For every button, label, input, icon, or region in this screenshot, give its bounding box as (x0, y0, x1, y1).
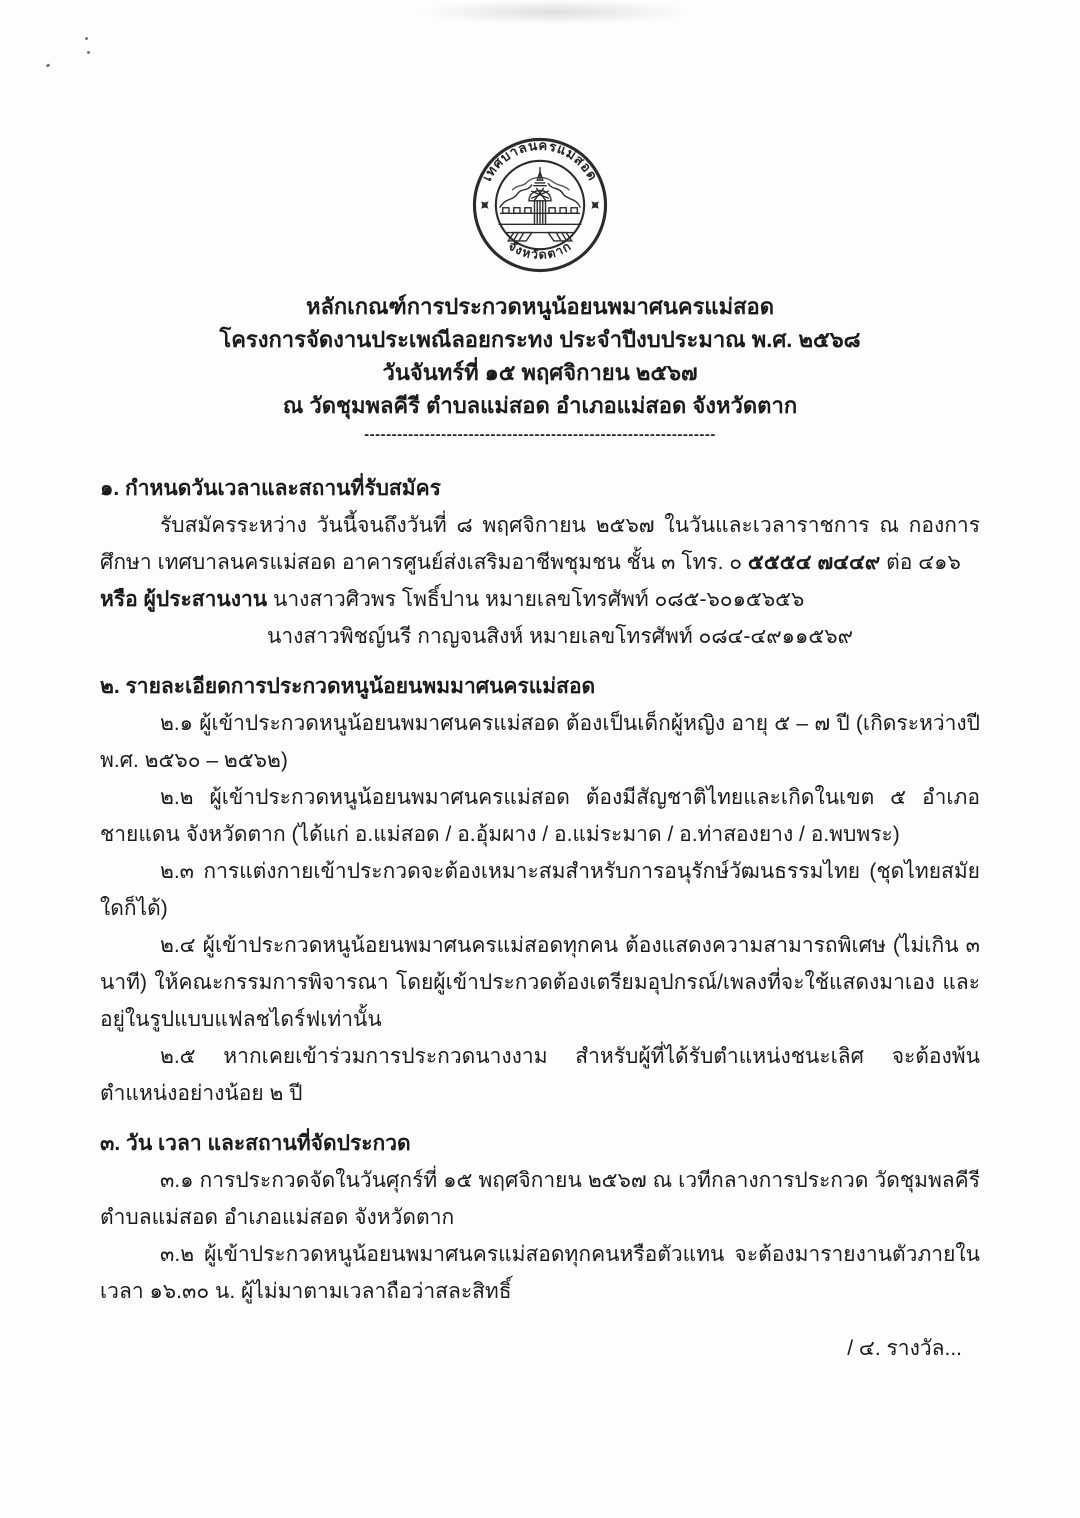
scan-smudge-artifact (420, 0, 690, 24)
scan-speck (87, 51, 90, 54)
text-run: นางสาวศิวพร โพธิ์ปาน หมายเลขโทรศัพท์ ๐๘๕-๖๐๑๕๖๕๖ (267, 588, 805, 611)
title-divider: ---------------------------------------------------------------- (364, 426, 716, 443)
base-piers (506, 233, 575, 241)
municipal-seal-logo (471, 136, 609, 274)
title-line-1: หลักเกณฑ์การประกวดหนูน้อยนพมาศนครแม่สอด (305, 294, 775, 319)
section-3-heading: ๓. วัน เวลา และสถานที่จัดประกวด (100, 1132, 411, 1155)
section-3-paragraph-2: ๓.๒ ผู้เข้าประกวดหนูน้อยนพมาศนครแม่สอดทุกคนหรือตัวแทน จะต้องมารายงานตัวภายในเวลา ๑๖.๓๐ น. ผู้ไม่มาตามเวลาถือว่าสละสิทธิ์ (100, 1243, 980, 1303)
section-3-paragraph-1: ๓.๑ การประกวดจัดในวันศุกร์ที่ ๑๕ พฤศจิกายน ๒๕๖๗ ณ เวทีกลางการประกวด วัดชุมพลคีรี ตำบลแม่สอด อำเภอแม่สอด จังหวัดตาก (100, 1169, 980, 1229)
document-title-block (0, 290, 1080, 446)
page-continuation-note: / ๔. รางวัล... (847, 1337, 962, 1360)
section-2-paragraph-5: ๒.๕ หากเคยเข้าร่วมการประกวดนางงาม สำหรับผู้ที่ได้รับตำแหน่งชนะเลิศ จะต้องพ้นตำแหน่งอย่างน้อย ๒ ปี (100, 1045, 980, 1105)
section-2-paragraph-4: ๒.๔ ผู้เข้าประกวดหนูน้อยนพมาศนครแม่สอดทุกคน ต้องแสดงความสามารถพิเศษ (ไม่เกิน ๓ นาที) ให้คณะกรรมการพิจารณา โดยผู้เข้าประกวดต้องเตรียมอุปกรณ์/เพลงที่จะใช้แสดงมาเอง และอยู่ในรูปแบบแฟลชไดร์ฟเท่านั้น (100, 934, 980, 1031)
chedi-icon (529, 168, 551, 223)
scan-speck (85, 37, 88, 40)
section-1-heading: ๑. กำหนดวันเวลาและสถานที่รับสมัคร (100, 477, 441, 500)
text-run: ต่อ ๔๑๖ (880, 551, 961, 574)
scan-speck (46, 63, 51, 68)
seal-bottom-text: จังหวัดตาก (505, 238, 575, 263)
seal-top-text: เทศบาลนครแม่สอด (479, 137, 601, 184)
section-2-paragraph-3: ๒.๓ การแต่งกายเข้าประกวดจะต้องเหมาะสมสำหรับการอนุรักษ์วัฒนธรรมไทย (ชุดไทยสมัยใดก็ได้) (100, 860, 980, 920)
section-2-heading: ๒. รายละเอียดการประกวดหนูน้อยนพมมาศนครแม่สอด (100, 675, 596, 698)
rosette-icon (587, 197, 603, 213)
section-1-paragraph-3: นางสาวพิชญ์นรี กาญจนสิงห์ หมายเลขโทรศัพท์ ๐๘๔-๔๙๑๑๕๖๙ (267, 625, 853, 648)
section-2-paragraph-2: ๒.๒ ผู้เข้าประกวดหนูน้อยนพมาศนครแม่สอด ต้องมีสัญชาติไทยและเกิดในเขต ๕ อำเภอชายแดน จังหวัดตาก (ได้แก่ อ.แม่สอด / อ.อุ้มผาง / อ.แม่ระมาด / อ.ท่าสองยาง / อ.พบพระ) (100, 786, 980, 846)
document-body (100, 470, 980, 1310)
text-run-bold: ๕๕๕๔ ๗๔๔๙ (747, 551, 881, 574)
rosette-icon (477, 197, 493, 213)
title-line-4: ณ วัดชุมพลคีรี ตำบลแม่สอด อำเภอแม่สอด จังหวัดตาก (282, 393, 798, 418)
svg-text:จังหวัดตาก (506, 239, 575, 262)
title-line-2: โครงการจัดงานประเพณีลอยกระทง ประจำปีงบประมาณ พ.ศ. ๒๕๖๘ (219, 327, 861, 352)
section-1-paragraph-1 (100, 507, 980, 581)
title-line-3: วันจันทร์ที่ ๑๕ พฤศจิกายน ๒๕๖๗ (382, 360, 698, 385)
text-run-bold: หรือ ผู้ประสานงาน (100, 588, 268, 611)
section-1-paragraph-2 (100, 581, 980, 618)
text-run: รับสมัครระหว่าง วันนี้จนถึงวันที่ ๘ พฤศจิกายน ๒๕๖๗ ในวันและเวลาราชการ ณ กองการศึกษา เทศบาลนครแม่สอด อาคารศูนย์ส่งเสริมอาชีพชุมชน ชั้น ๓ โทร. ๐ (100, 514, 980, 574)
section-2-paragraph-1: ๒.๑ ผู้เข้าประกวดหนูน้อยนพมาศนครแม่สอด ต้องเป็นเด็กผู้หญิง อายุ ๕ – ๗ ปี (เกิดระหว่างปี พ.ศ. ๒๕๖๐ – ๒๕๖๒) (100, 712, 980, 772)
